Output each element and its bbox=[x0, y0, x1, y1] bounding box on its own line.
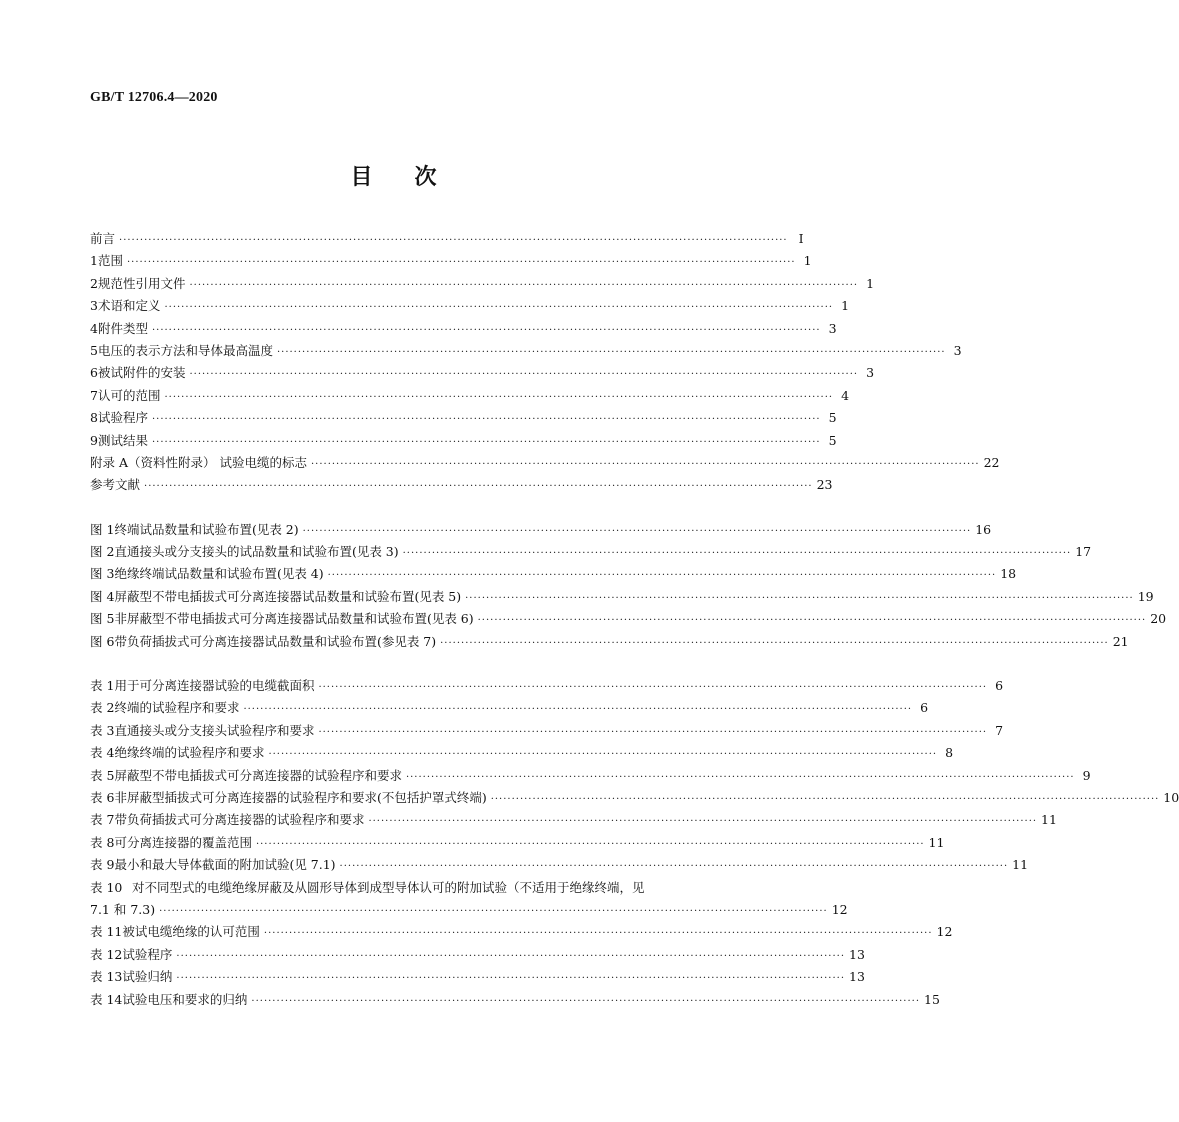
toc-entry-label: 试验电压和要求的归纳 bbox=[122, 991, 248, 1007]
toc-entry-label: 电压的表示方法和导体最高温度 bbox=[97, 342, 273, 358]
toc-entry-number: 表 10 bbox=[90, 879, 123, 895]
toc-entry-page: 1 bbox=[803, 253, 812, 269]
main-section-list bbox=[90, 228, 1000, 497]
leader-dots bbox=[268, 744, 937, 766]
toc-entry-page: 18 bbox=[1000, 566, 1017, 582]
page-title bbox=[0, 160, 793, 191]
toc-entry-page: 13 bbox=[849, 946, 865, 962]
toc-entry-section-11[interactable] bbox=[90, 452, 1000, 474]
toc-entry-table-3[interactable] bbox=[90, 720, 1004, 742]
leader-dots bbox=[189, 364, 858, 386]
leader-dots bbox=[152, 320, 821, 342]
toc-entry-number: 8 bbox=[90, 410, 98, 426]
toc-entry-number: 图 2 bbox=[90, 544, 115, 560]
toc-entry-figure-2[interactable] bbox=[90, 541, 1092, 563]
leader-dots bbox=[491, 789, 1160, 811]
leader-dots bbox=[152, 432, 821, 454]
table-list-continued bbox=[90, 921, 953, 1011]
toc-entry-number: 5 bbox=[90, 342, 98, 358]
toc-entry-table-5[interactable] bbox=[90, 765, 1091, 787]
leader-dots bbox=[277, 342, 946, 364]
toc-entry-page: 11 bbox=[928, 834, 945, 850]
leader-dots bbox=[318, 722, 987, 744]
toc-entry-number: 图 4 bbox=[90, 588, 115, 604]
toc-entry-page: 5 bbox=[828, 410, 837, 426]
toc-entry-number: 表 11 bbox=[90, 924, 123, 940]
toc-entry-number: 表 9 bbox=[90, 857, 115, 873]
toc-entry-page: 12 bbox=[936, 924, 953, 940]
standard-code-header: GB/T 12706.4—2020 bbox=[90, 90, 218, 105]
toc-entry-table-b-3[interactable] bbox=[90, 966, 865, 988]
toc-entry-number: 图 3 bbox=[90, 566, 115, 582]
toc-entry-number: 1 bbox=[90, 253, 98, 269]
toc-entry-number: 表 13 bbox=[90, 969, 123, 985]
toc-entry-number: 表 14 bbox=[90, 991, 123, 1007]
leader-dots bbox=[127, 252, 796, 274]
toc-entry-number: 图 1 bbox=[90, 521, 115, 537]
toc-entry-page: 9 bbox=[1082, 767, 1091, 783]
leader-dots bbox=[406, 767, 1075, 789]
toc-entry-number: 图 6 bbox=[90, 633, 115, 649]
toc-entry-label: 用于可分离连接器试验的电缆截面积 bbox=[114, 678, 315, 694]
toc-entry-number: 6 bbox=[90, 365, 98, 381]
leader-dots bbox=[465, 588, 1134, 610]
leader-dots bbox=[318, 677, 987, 699]
toc-entry-section-7[interactable] bbox=[90, 362, 875, 384]
toc-entry-label: 附录 A（资料性附录） 试验电缆的标志 bbox=[90, 454, 307, 470]
leader-dots bbox=[176, 968, 845, 990]
toc-entry-label-continued: 7.1 和 7.3) bbox=[90, 901, 156, 917]
toc-entry-page: 22 bbox=[983, 454, 1000, 470]
toc-entry-label: 范围 bbox=[97, 253, 123, 269]
leader-dots bbox=[328, 565, 997, 587]
toc-entry-label: 规范性引用文件 bbox=[97, 275, 186, 291]
toc-entry-table-6[interactable] bbox=[90, 787, 1179, 809]
leader-dots bbox=[478, 610, 1147, 632]
leader-dots bbox=[144, 476, 813, 498]
toc-entry-page: 16 bbox=[975, 521, 992, 537]
toc-entry-section-5[interactable] bbox=[90, 318, 837, 340]
toc-entry-label: 最小和最大导体截面的附加试验(见 7.1) bbox=[114, 857, 336, 873]
leader-dots bbox=[159, 901, 828, 923]
toc-entry-figure-5[interactable] bbox=[90, 608, 1167, 630]
table-of-contents bbox=[90, 228, 1179, 1011]
toc-entry-page: 13 bbox=[849, 969, 865, 985]
toc-entry-number: 表 3 bbox=[90, 722, 115, 738]
toc-entry-label: 试验程序 bbox=[122, 946, 173, 962]
toc-entry-label: 术语和定义 bbox=[97, 298, 161, 314]
leader-dots bbox=[243, 699, 912, 721]
toc-entry-table-b-1[interactable] bbox=[90, 921, 953, 943]
toc-entry-figure-3[interactable] bbox=[90, 563, 1017, 585]
leader-dots bbox=[164, 297, 833, 319]
toc-entry-page: 15 bbox=[924, 991, 940, 1007]
toc-entry-number: 表 8 bbox=[90, 834, 115, 850]
toc-entry-label: 可分离连接器的覆盖范围 bbox=[114, 834, 252, 850]
toc-entry-section-4[interactable] bbox=[90, 295, 850, 317]
toc-entry-label: 直通接头或分支接头的试品数量和试验布置(见表 3) bbox=[114, 544, 399, 560]
toc-entry-page: 17 bbox=[1075, 544, 1092, 560]
toc-entry-page: 20 bbox=[1150, 611, 1167, 627]
toc-entry-label: 终端试品数量和试验布置(见表 2) bbox=[114, 521, 299, 537]
toc-entry-number: 表 5 bbox=[90, 767, 115, 783]
toc-entry-table-2[interactable] bbox=[90, 697, 929, 719]
toc-entry-table-1[interactable] bbox=[90, 675, 1004, 697]
toc-entry-page: 1 bbox=[841, 298, 850, 314]
toc-entry-section-12[interactable] bbox=[90, 474, 833, 496]
toc-entry-label: 被试电缆绝缘的认可范围 bbox=[122, 924, 260, 940]
toc-entry-page: 6 bbox=[920, 700, 929, 716]
toc-entry-figure-6[interactable] bbox=[90, 631, 1129, 653]
leader-dots bbox=[340, 856, 1009, 878]
toc-entry-number: 图 5 bbox=[90, 611, 115, 627]
toc-entry-number: 4 bbox=[90, 320, 98, 336]
toc-entry-page: Ⅰ bbox=[798, 231, 804, 246]
toc-entry-number: 表 7 bbox=[90, 812, 115, 828]
toc-entry-figure-4[interactable] bbox=[90, 586, 1154, 608]
toc-entry-page: 8 bbox=[945, 745, 954, 761]
toc-entry-page: 10 bbox=[1163, 789, 1179, 805]
toc-entry-page: 23 bbox=[816, 477, 833, 493]
toc-entry-table-9[interactable] bbox=[90, 854, 1029, 876]
leader-dots bbox=[251, 991, 920, 1013]
toc-entry-number: 表 4 bbox=[90, 745, 115, 761]
toc-entry-label: 绝缘终端的试验程序和要求 bbox=[114, 745, 265, 761]
leader-dots bbox=[264, 923, 933, 945]
leader-dots bbox=[303, 521, 972, 543]
toc-entry-table-b-4[interactable] bbox=[90, 989, 940, 1011]
toc-entry-page: 3 bbox=[953, 342, 962, 358]
toc-entry-label: 被试附件的安装 bbox=[97, 365, 186, 381]
toc-entry-page: 6 bbox=[995, 678, 1004, 694]
toc-entry-page: 11 bbox=[1041, 812, 1057, 828]
leader-dots bbox=[368, 811, 1037, 833]
toc-entry-page: 19 bbox=[1137, 588, 1154, 604]
toc-entry-page: 3 bbox=[828, 320, 837, 336]
toc-entry-table-b-2[interactable] bbox=[90, 944, 865, 966]
toc-entry-page: 21 bbox=[1112, 633, 1129, 649]
toc-entry-label: 前言 bbox=[90, 231, 116, 246]
toc-entry-label: 参考文献 bbox=[90, 477, 141, 493]
toc-entry-label: 直通接头或分支接头试验程序和要求 bbox=[114, 722, 315, 738]
toc-entry-number: 9 bbox=[90, 432, 98, 448]
toc-entry-table-10-line1 bbox=[90, 877, 698, 899]
toc-entry-figure-1[interactable] bbox=[90, 519, 992, 541]
toc-entry-label: 非屏蔽型不带电插拔式可分离连接器试品数量和试验布置(见表 6) bbox=[114, 611, 474, 627]
title-char-1: 目 bbox=[350, 165, 379, 190]
toc-entry-number: 7 bbox=[90, 387, 98, 403]
toc-entry-section-6[interactable] bbox=[90, 340, 962, 362]
toc-entry-section-1[interactable] bbox=[90, 228, 804, 250]
toc-entry-label: 终端的试验程序和要求 bbox=[114, 700, 240, 716]
toc-entry-number: 3 bbox=[90, 298, 98, 314]
toc-entry-page: 7 bbox=[995, 722, 1004, 738]
toc-entry-page: 12 bbox=[831, 901, 848, 917]
toc-entry-number: 表 12 bbox=[90, 946, 123, 962]
toc-entry-section-8[interactable] bbox=[90, 385, 850, 407]
toc-entry-number: 表 1 bbox=[90, 678, 115, 694]
toc-entry-label: 附件类型 bbox=[97, 320, 148, 336]
toc-entry-label: 屏蔽型不带电插拔式可分离连接器试品数量和试验布置(见表 5) bbox=[114, 588, 462, 604]
toc-entry-table-4[interactable] bbox=[90, 742, 954, 764]
toc-entry-label: 屏蔽型不带电插拔式可分离连接器的试验程序和要求 bbox=[114, 767, 402, 783]
toc-entry-label: 绝缘终端试品数量和试验布置(见表 4) bbox=[114, 566, 324, 582]
toc-entry-table-10[interactable] bbox=[90, 877, 848, 922]
toc-entry-section-10[interactable] bbox=[90, 430, 837, 452]
leader-dots bbox=[176, 946, 845, 968]
toc-entry-label: 测试结果 bbox=[97, 432, 148, 448]
toc-entry-label: 带负荷插拔式可分离连接器试品数量和试验布置(参见表 7) bbox=[114, 633, 437, 649]
toc-entry-page: 4 bbox=[841, 387, 850, 403]
toc-entry-section-9[interactable] bbox=[90, 407, 837, 429]
leader-dots bbox=[403, 543, 1072, 565]
leader-dots bbox=[189, 275, 858, 297]
title-char-2: 次 bbox=[414, 165, 443, 190]
table-list bbox=[90, 675, 1179, 877]
toc-entry-page: 5 bbox=[828, 432, 837, 448]
toc-entry-label: 试验程序 bbox=[97, 410, 148, 426]
toc-entry-number: 2 bbox=[90, 275, 98, 291]
leader-dots bbox=[119, 230, 788, 252]
leader-dots bbox=[440, 633, 1109, 655]
toc-entry-page: 1 bbox=[866, 275, 875, 291]
leader-dots bbox=[152, 409, 821, 431]
toc-entry-label: 认可的范围 bbox=[97, 387, 161, 403]
toc-entry-section-2[interactable] bbox=[90, 250, 812, 272]
toc-entry-label: 试验归纳 bbox=[122, 969, 173, 985]
toc-entry-table-8[interactable] bbox=[90, 832, 945, 854]
toc-entry-label: 带负荷插拔式可分离连接器的试验程序和要求 bbox=[114, 812, 365, 828]
toc-entry-table-10-line2 bbox=[90, 899, 848, 921]
toc-entry-page: 3 bbox=[866, 365, 875, 381]
leader-dots bbox=[164, 387, 833, 409]
toc-entry-label: 对不同型式的电缆绝缘屏蔽及从圆形导体到成型导体认可的附加试验（不适用于绝缘终端，见 bbox=[132, 879, 645, 895]
leader-dots bbox=[256, 834, 925, 856]
figure-list bbox=[90, 519, 1167, 653]
toc-entry-number: 表 2 bbox=[90, 700, 115, 716]
toc-entry-page: 11 bbox=[1012, 857, 1029, 873]
leader-dots bbox=[311, 454, 980, 476]
toc-entry-section-3[interactable] bbox=[90, 273, 875, 295]
toc-entry-number: 表 6 bbox=[90, 789, 115, 805]
toc-entry-table-7[interactable] bbox=[90, 809, 1057, 831]
toc-entry-label: 非屏蔽型插拔式可分离连接器的试验程序和要求(不包括护罩式终端) bbox=[114, 789, 487, 805]
